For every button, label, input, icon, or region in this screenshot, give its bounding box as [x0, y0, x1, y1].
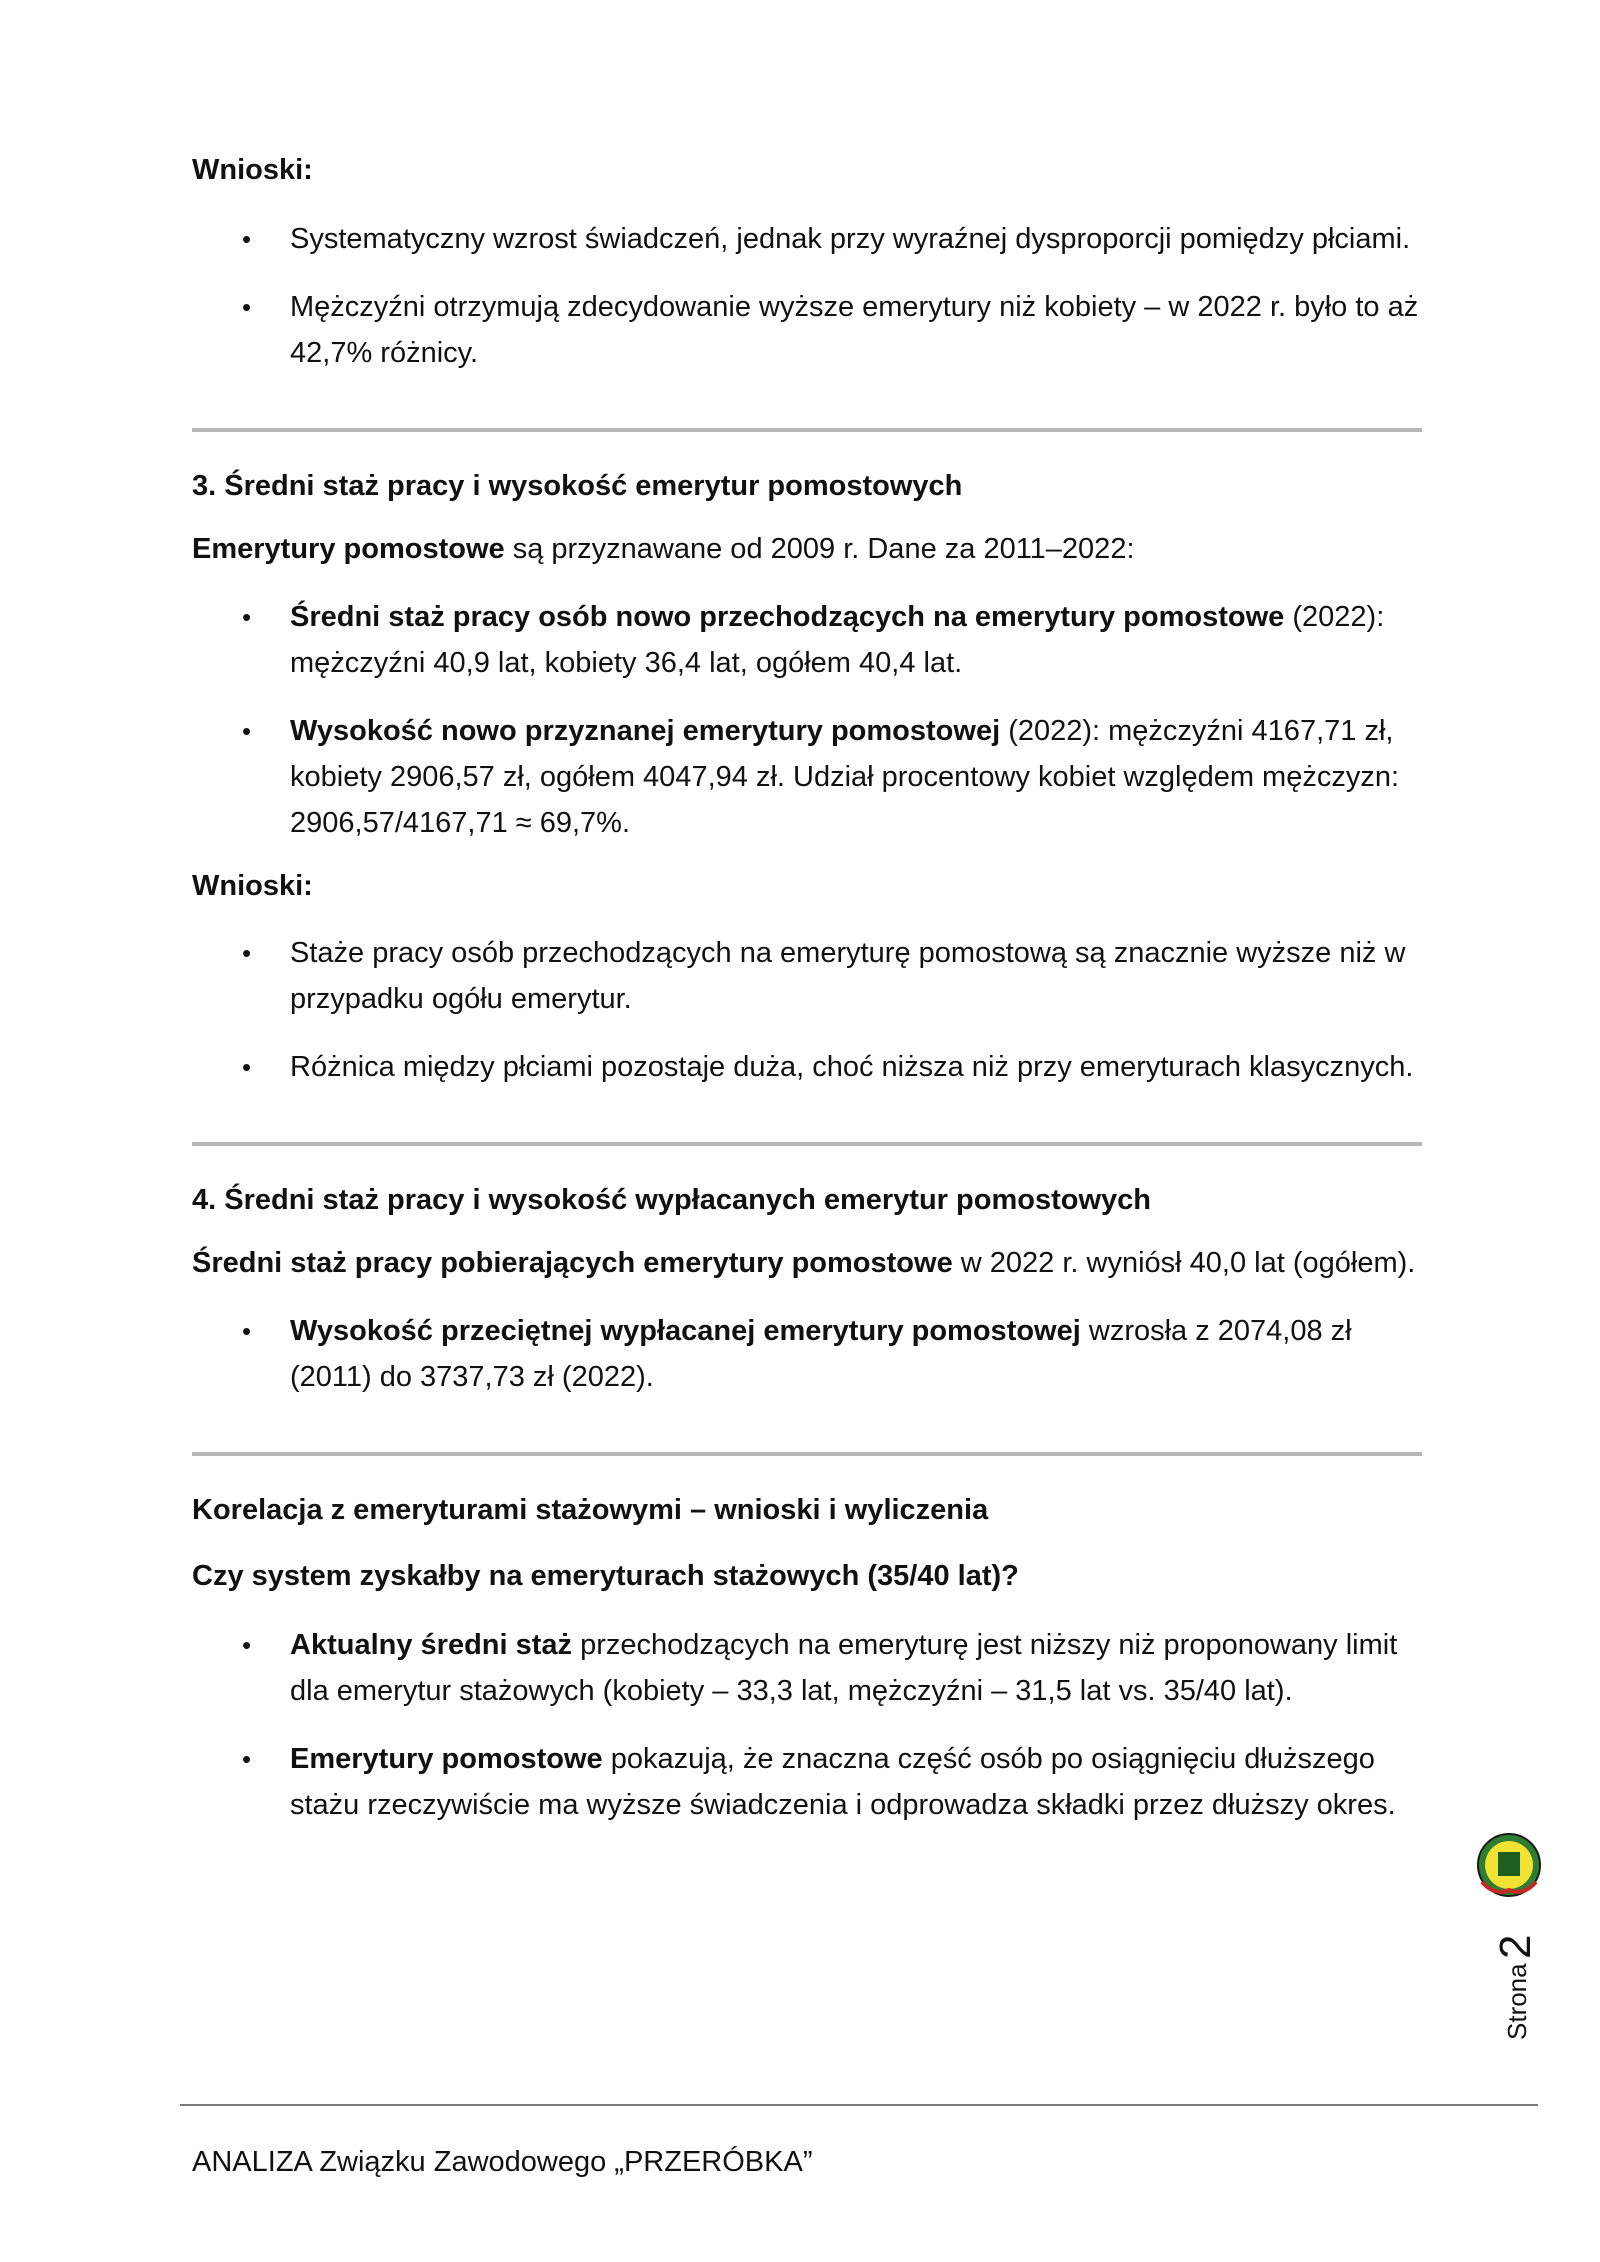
section-4-heading: 4. Średni staż pracy i wysokość wypłacanych emerytur pomostowych — [192, 1184, 1151, 1216]
list-item — [192, 1308, 1422, 1400]
list-item — [192, 708, 1422, 846]
list-item: • Systematyczny wzrost świadczeń, jednak przy wyraźnej dysproporcji pomiędzy płciami. — [192, 216, 1422, 262]
conclusions-heading: Wnioski: — [192, 154, 313, 186]
conclusions-heading: Wnioski: — [192, 870, 313, 902]
list-item — [192, 594, 1422, 686]
page-label: Strona — [1502, 1963, 1532, 2040]
item-bold: Emerytury pomostowe — [290, 1743, 603, 1775]
section-5-question: Czy system zyskałby na emeryturach stażowych (35/40 lat)? — [192, 1560, 1019, 1592]
footer-text: ANALIZA Związku Zawodowego „PRZERÓBKA” — [192, 2146, 813, 2178]
section-4-intro — [192, 1240, 1422, 1286]
list-item: • Staże pracy osób przechodzących na emeryturę pomostową są znacznie wyższe niż w przypadku ogółu emerytur. — [192, 930, 1422, 1022]
page-number: 2 — [1491, 1934, 1540, 1959]
section-3-conclusions — [192, 930, 1422, 1090]
footer-divider — [180, 2104, 1538, 2106]
union-logo-icon — [1474, 1830, 1544, 1900]
list-item: • Mężczyźni otrzymują zdecydowanie wyższe emerytury niż kobiety – w 2022 r. było to aż 42,7% różnicy. — [192, 284, 1422, 376]
section-4-list — [192, 1308, 1422, 1400]
item-bold: Średni staż pracy osób nowo przechodzących na emerytury pomostowe — [290, 601, 1285, 633]
page-content — [192, 150, 1422, 1828]
conclusions-list — [192, 216, 1422, 376]
item-text: pokazują, że znaczna część osób po osiągnięciu dłuższego stażu rzeczywiście ma wyższe świadczenia i odprowadza składki przez dłuższy okres. — [290, 1743, 1396, 1821]
item-text: przechodzących na emeryturę jest niższy niż proponowany limit dla emerytur stażowych (kobiety – 33,3 lat, mężczyźni – 31,5 lat vs. 35/40 lat). — [290, 1629, 1398, 1707]
section-3-intro — [192, 526, 1422, 572]
section-divider — [192, 428, 1422, 432]
item-text: (2022): mężczyźni 4167,71 zł, kobiety 2906,57 zł, ogółem 4047,94 zł. Udział procentowy kobiet względem mężczyzn: 2906,57/4167,71 ≈ 69,7%. — [290, 715, 1400, 839]
item-bold: Wysokość nowo przyznanej emerytury pomostowej — [290, 715, 1001, 747]
list-item: • Różnica między płciami pozostaje duża, choć niższa niż przy emeryturach klasycznych. — [192, 1044, 1422, 1090]
list-item — [192, 1622, 1422, 1714]
page-number-block — [1486, 1915, 1546, 2050]
section-divider — [192, 1142, 1422, 1146]
section-3-heading: 3. Średni staż pracy i wysokość emerytur pomostowych — [192, 470, 963, 502]
intro-text: w 2022 r. wyniósł 40,0 lat (ogółem). — [952, 1247, 1416, 1279]
item-text: (2022): mężczyźni 40,9 lat, kobiety 36,4 lat, ogółem 40,4 lat. — [290, 601, 1385, 679]
intro-bold: Emerytury pomostowe — [192, 533, 505, 565]
section-5-heading: Korelacja z emeryturami stażowymi – wnioski i wyliczenia — [192, 1494, 989, 1526]
section-3-list — [192, 594, 1422, 846]
item-bold: Wysokość przeciętnej wypłacanej emerytury pomostowej — [290, 1315, 1081, 1347]
item-bold: Aktualny średni staż — [290, 1629, 573, 1661]
item-text: wzrosła z 2074,08 zł (2011) do 3737,73 zł (2022). — [290, 1315, 1352, 1393]
intro-text: są przyznawane od 2009 r. Dane za 2011–2022: — [504, 533, 1135, 565]
list-item — [192, 1736, 1422, 1828]
intro-bold: Średni staż pracy pobierających emerytury pomostowe — [192, 1247, 953, 1279]
section-5-list — [192, 1622, 1422, 1828]
section-divider — [192, 1452, 1422, 1456]
